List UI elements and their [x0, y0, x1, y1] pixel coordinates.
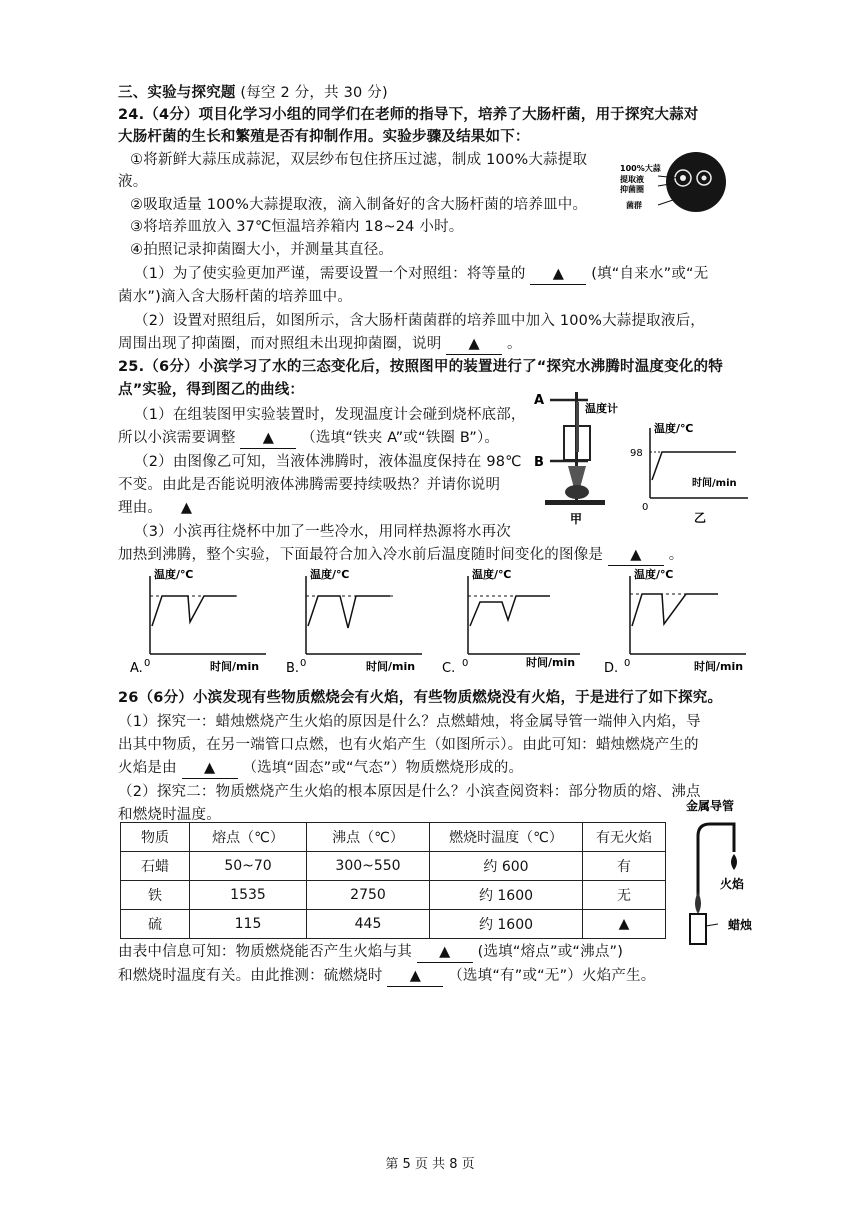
- table-row: [121, 881, 666, 910]
- answer-blank[interactable]: ▲: [387, 966, 443, 987]
- answer-blank[interactable]: ▲: [182, 758, 238, 779]
- caption-jia: 甲: [570, 512, 583, 526]
- section-header: [118, 83, 388, 103]
- table-cell: 115: [190, 910, 307, 939]
- option-d-ylabel: 温度/℃: [634, 568, 674, 581]
- section-note: (每空 2 分，共 30 分): [240, 85, 388, 101]
- answer-blank[interactable]: ▲: [608, 545, 664, 566]
- table-row: [121, 852, 666, 881]
- petri-dish-figure: [618, 150, 728, 228]
- table-cell: 1535: [190, 881, 307, 910]
- tube-flame: [731, 854, 737, 870]
- q26-conclusion2-hint: （选填“有”或“无”）火焰产生。: [448, 968, 656, 984]
- q24-step3: ③将培养皿放入 37℃恒温培养箱内 18~24 小时。: [130, 219, 464, 235]
- q26-part1: （1）探究一：蜡烛燃烧产生火焰的原因是什么？点燃蜡烛，将金属导管一端伸入内焰，导: [118, 714, 701, 730]
- label-thermometer: 温度计: [585, 402, 618, 415]
- candle-flame: [695, 892, 701, 914]
- extract-drop: [680, 175, 686, 181]
- q26-part2-cont: 和燃烧时温度。: [118, 807, 221, 823]
- candle-body: [690, 914, 706, 944]
- table-cell: 石蜡: [121, 852, 190, 881]
- section-title: 三、实验与探究题: [118, 85, 236, 101]
- q26-part1-hint: （选填“固态”或“气态”）物质燃烧形成的。: [242, 760, 524, 776]
- q25-part2-end: [118, 498, 192, 518]
- table-row: [121, 910, 666, 939]
- q25-head: 25.（6分）小滨学习了水的三态变化后，按照图甲的装置进行了“探究水沸腾时温度变化的特: [118, 359, 723, 375]
- table-cell: 硫: [121, 910, 190, 939]
- table-header: 熔点（℃）: [190, 823, 307, 852]
- q26-part1-cont: 出其中物质，在另一端管口点燃，也有火焰产生（如图所示）。由此可知：蜡烛燃烧产生的: [118, 737, 699, 753]
- option-a-ylabel: 温度/℃: [154, 568, 194, 581]
- answer-blank[interactable]: ▲: [417, 942, 473, 963]
- figure-jia-apparatus: [530, 388, 630, 528]
- q24-part1-hint: (填“自来水”或“无: [591, 266, 709, 282]
- table-header: 燃烧时温度（℃）: [430, 823, 583, 852]
- page-footer: 第 5 页 共 8 页: [385, 1157, 475, 1172]
- q25-head2: 点”实验，得到图乙的曲线：: [118, 382, 305, 398]
- q26-conclusion-2: [118, 966, 655, 987]
- q26-conclusion-text: 由表中信息可知：物质燃烧能否产生火焰与其: [118, 944, 412, 960]
- property-table: [120, 822, 666, 939]
- option-b-xlabel: 时间/min: [366, 660, 416, 673]
- table-cell: 铁: [121, 881, 190, 910]
- q25-part1-hint: （选填“铁夹 A”或“铁圈 B”）。: [301, 430, 500, 446]
- yi-origin: 0: [642, 502, 649, 513]
- option-b-origin: 0: [300, 658, 307, 669]
- q26-conclusion2-text: 和燃烧时温度有关。由此推测：硫燃烧时: [118, 968, 383, 984]
- q26-head: 26（6分）小滨发现有些物质燃烧会有火焰，有些物质燃烧没有火焰，于是进行了如下探究。: [118, 690, 723, 706]
- thermometer: [576, 402, 579, 452]
- q24-part1: [134, 264, 708, 285]
- q24-step4: ④拍照记录抑菌圈大小，并测量其直径。: [130, 242, 394, 258]
- q24-step1-cont: 液。: [118, 174, 148, 190]
- answer-blank[interactable]: ▲: [240, 428, 296, 449]
- yi-ylabel: 温度/℃: [654, 422, 694, 435]
- q24-step1: ①将新鲜大蒜压成蒜泥，双层纱布包住挤压过滤，制成 100%大蒜提取: [130, 152, 588, 168]
- option-graph-b[interactable]: [284, 566, 432, 676]
- q24-part2: （2）设置对照组后，如图所示，含大肠杆菌菌群的培养皿中加入 100%大蒜提取液后，: [134, 313, 705, 329]
- label-b: B: [534, 455, 544, 470]
- option-graph-c[interactable]: [440, 566, 588, 676]
- table-header: 沸点（℃）: [307, 823, 430, 852]
- candle-figure: [668, 796, 778, 946]
- petri-dish: [666, 152, 726, 212]
- q25-part2: （2）由图像乙可知，当液体沸腾时，液体温度保持在 98℃: [134, 454, 522, 470]
- figure-yi-curve: [626, 420, 756, 525]
- option-c-xlabel: 时间/min: [526, 656, 576, 669]
- table-cell: 约 1600: [430, 881, 583, 910]
- answer-blank[interactable]: ▲: [583, 910, 666, 939]
- label-metal-tube: 金属导管: [686, 799, 735, 813]
- fig-label-garlic: 100%大蒜: [620, 164, 661, 173]
- option-b-label: B.: [286, 661, 300, 676]
- option-d-label: D.: [604, 661, 619, 676]
- q25-part2-reason: 理由。: [118, 500, 163, 516]
- q24-part1-text: （1）为了使实验更加严谨，需要设置一个对照组：将等量的: [134, 266, 526, 282]
- table-cell: 约 600: [430, 852, 583, 881]
- table-cell: 445: [307, 910, 430, 939]
- q26-conclusion-1: [118, 942, 623, 963]
- q24-head2: 大肠杆菌的生长和繁殖是否有抑制作用。实验步骤及结果如下：: [118, 129, 530, 145]
- fig-label-colony: 菌群: [626, 201, 642, 210]
- q25-part2-cont: 不变。由此是否能说明液体沸腾需要持续吸热？并请你说明: [118, 477, 501, 493]
- table-header: 有无火焰: [583, 823, 666, 852]
- q25-part3: （3）小滨再往烧杯中加了一些冷水，用同样热源将水再次: [134, 524, 511, 540]
- label-candle: 蜡烛: [728, 918, 753, 932]
- q24-part2-text: 周围出现了抑菌圈，而对照组未出现抑菌圈，说明: [118, 336, 442, 352]
- table-cell: 300~550: [307, 852, 430, 881]
- table-cell: 无: [583, 881, 666, 910]
- temperature-curve: [652, 452, 736, 480]
- alcohol-lamp-flame: [568, 466, 586, 488]
- alcohol-lamp: [565, 485, 589, 499]
- table-cell: 2750: [307, 881, 430, 910]
- option-a-label: A.: [130, 661, 143, 676]
- option-a-curve: [152, 596, 236, 626]
- q25-part1-cont: [118, 428, 499, 449]
- q26-part1-end: [118, 758, 523, 779]
- option-a-xlabel: 时间/min: [210, 660, 260, 673]
- yi-xlabel: 时间/min: [692, 478, 737, 489]
- q24-part2-end: 。: [507, 336, 522, 352]
- q26-part1-text: 火焰是由: [118, 760, 177, 776]
- option-graph-a[interactable]: [128, 566, 276, 676]
- option-c-label: C.: [442, 661, 456, 676]
- option-a-origin: 0: [144, 658, 151, 669]
- table-cell: 50~70: [190, 852, 307, 881]
- option-c-ylabel: 温度/℃: [472, 568, 512, 581]
- q24-head: 24.（4分）项目化学习小组的同学们在老师的指导下，培养了大肠杆菌，用于探究大蒜对: [118, 107, 699, 123]
- yi-tick-98: 98: [630, 448, 643, 459]
- q25-part3-text: 加热到沸腾，整个实验，下面最符合加入冷水前后温度随时间变化的图像是: [118, 547, 604, 563]
- q24-part2-cont: [118, 334, 522, 355]
- q26-part2: （2）探究二：物质燃烧产生火焰的根本原因是什么？小滨查阅资料：部分物质的熔、沸点: [118, 784, 701, 800]
- option-c-origin: 0: [462, 658, 469, 669]
- label-flame: 火焰: [720, 877, 745, 891]
- answer-blank[interactable]: ▲: [180, 500, 193, 516]
- q25-part3-end: 。: [668, 547, 684, 563]
- q25-part1-text: 所以小滨需要调整: [118, 430, 236, 446]
- option-d-xlabel: 时间/min: [694, 660, 744, 673]
- q24-step2: ②吸取适量 100%大蒜提取液，滴入制备好的含大肠杆菌的培养皿中。: [130, 197, 588, 213]
- table-header: 物质: [121, 823, 190, 852]
- caption-yi: 乙: [694, 511, 707, 525]
- option-b-ylabel: 温度/℃: [310, 568, 350, 581]
- option-b-curve: [308, 596, 390, 628]
- option-d-curve: [632, 594, 718, 626]
- option-graph-d[interactable]: [600, 566, 756, 676]
- table-cell: 约 1600: [430, 910, 583, 939]
- table-header-row: [121, 823, 666, 852]
- q25-part3-cont: [118, 545, 683, 566]
- fig-label-zone: 抑菌圈: [620, 185, 644, 194]
- label-a: A: [534, 393, 545, 408]
- answer-blank[interactable]: ▲: [446, 334, 502, 355]
- extract-drop-2: [702, 176, 707, 181]
- q26-conclusion-hint: (选填“熔点”或“沸点”): [477, 944, 624, 960]
- table-cell: 有: [583, 852, 666, 881]
- metal-tube: [698, 824, 734, 906]
- option-d-origin: 0: [624, 658, 631, 669]
- q24-part1-cont: 菌水”)滴入含大肠杆菌的培养皿中。: [118, 289, 353, 305]
- fig-label-extract: 提取液: [620, 175, 644, 184]
- q25-part1: （1）在组装图甲实验装置时，发现温度计会碰到烧杯底部，: [134, 407, 526, 423]
- option-c-curve: [470, 596, 550, 626]
- answer-blank[interactable]: ▲: [530, 264, 586, 285]
